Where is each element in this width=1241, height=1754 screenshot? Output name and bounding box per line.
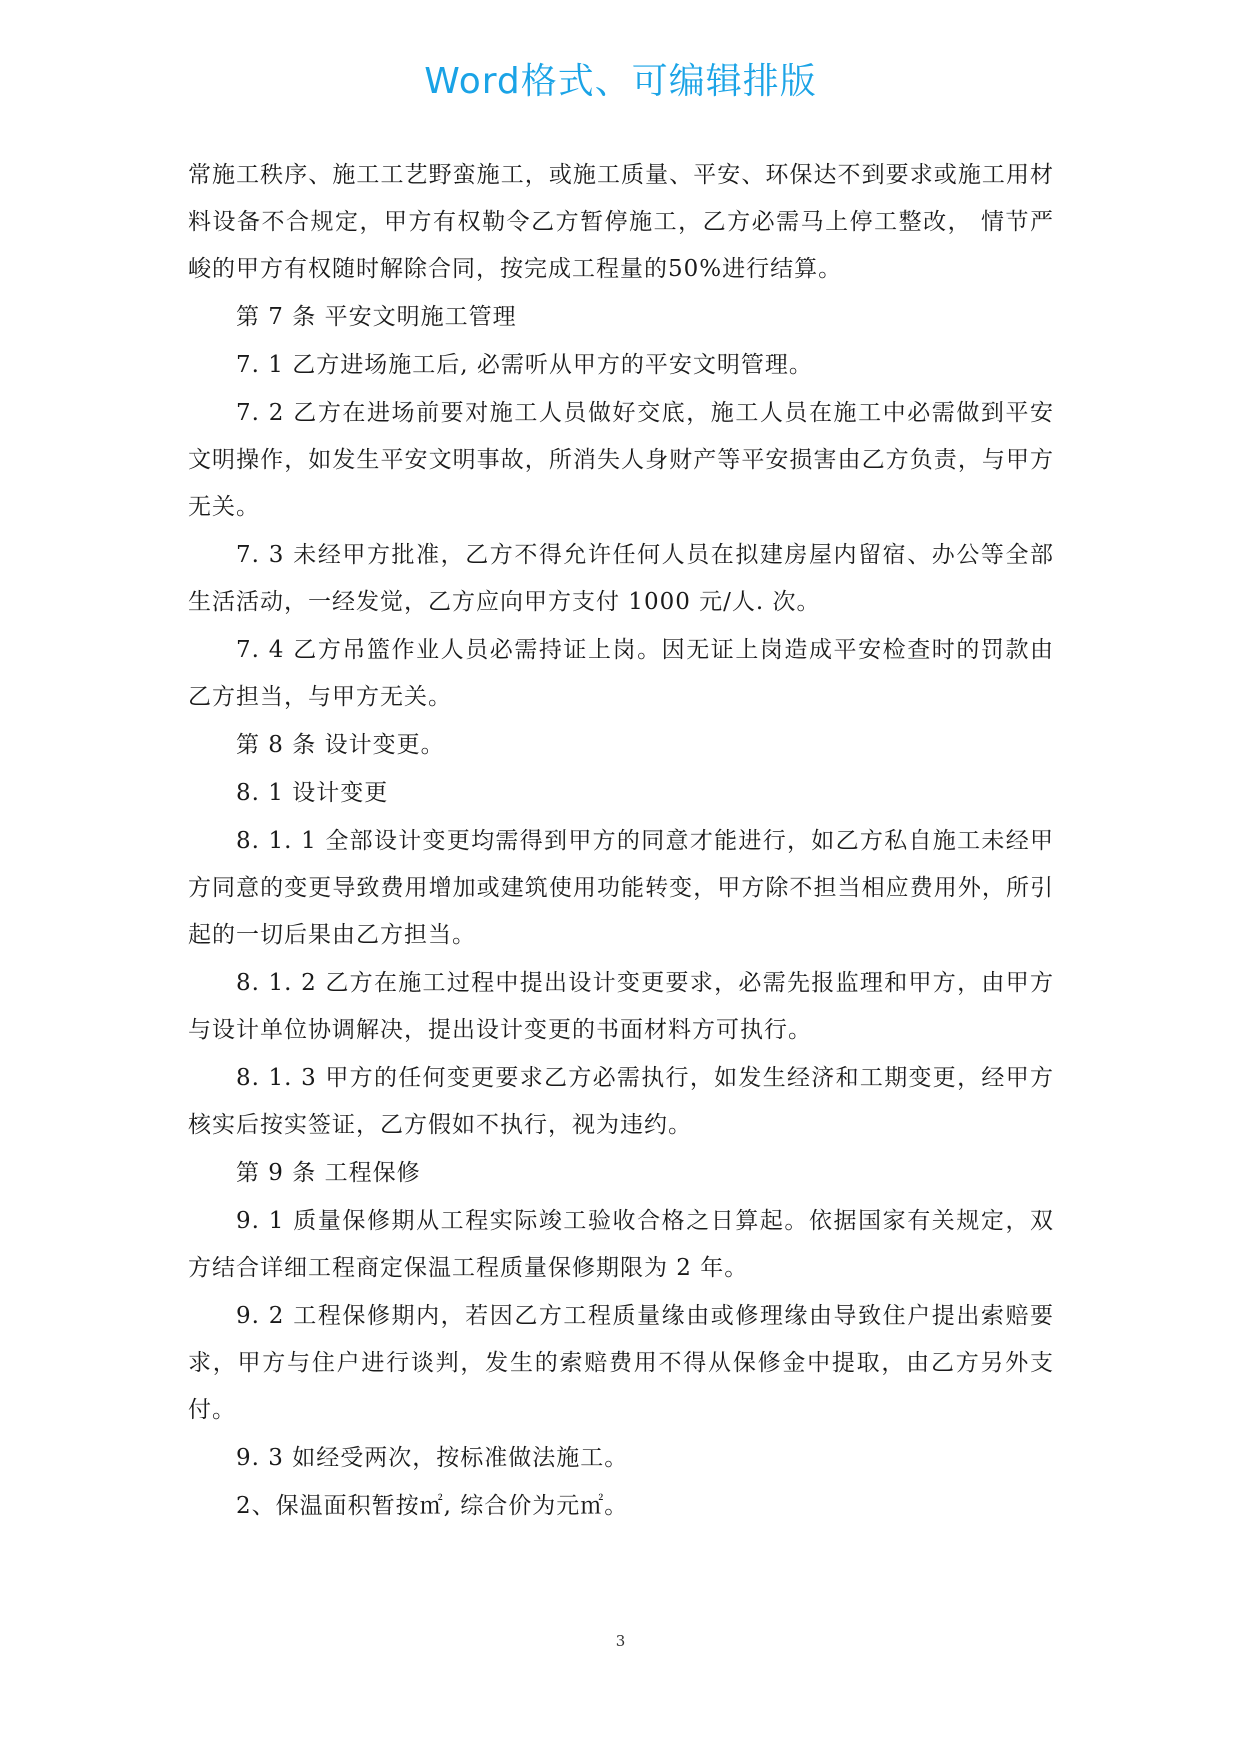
page-number: 3 [615, 1632, 626, 1650]
paragraph: 2、保温面积暂按㎡, 综合价为元㎡。 [236, 1493, 629, 1519]
section-heading: 第 7 条 平安文明施工管理 [236, 304, 517, 330]
section-heading: 第 8 条 设计变更。 [236, 732, 445, 758]
paragraph: 7. 3 未经甲方批准，乙方不得允许任何人员在拟建房屋内留宿、办公等全部生活活动，一经发觉，乙方应向甲方支付 1000 元/人. 次。 [188, 542, 1054, 615]
page-header-title: Word格式、可编辑排版 [424, 61, 817, 102]
paragraph: 7. 2 乙方在进场前要对施工人员做好交底，施工人员在施工中必需做到平安文明操作，如发生平安文明事故，所消失人身财产等平安损害由乙方负责，与甲方无关。 [188, 400, 1054, 520]
subsection-heading: 8. 1 设计变更 [236, 780, 389, 806]
document-body [188, 152, 1054, 1531]
paragraph: 9. 1 质量保修期从工程实际竣工验收合格之日算起。依据国家有关规定，双方结合详细工程商定保温工程质量保修期限为 2 年。 [188, 1208, 1054, 1281]
paragraph: 8. 1. 3 甲方的任何变更要求乙方必需执行，如发生经济和工期变更，经甲方核实后按实签证，乙方假如不执行，视为违约。 [188, 1065, 1054, 1138]
paragraph: 7. 4 乙方吊篮作业人员必需持证上岗。因无证上岗造成平安检查时的罚款由乙方担当，与甲方无关。 [188, 637, 1054, 710]
paragraph: 9. 2 工程保修期内，若因乙方工程质量缘由或修理缘由导致住户提出索赔要求，甲方与住户进行谈判，发生的索赔费用不得从保修金中提取，由乙方另外支付。 [188, 1303, 1054, 1423]
paragraph: 常施工秩序、施工工艺野蛮施工，或施工质量、平安、环保达不到要求或施工用材料设备不合规定，甲方有权勒令乙方暂停施工，乙方必需马上停工整改， 情节严峻的甲方有权随时解除合同，按完成工程量的50%进行结算。 [188, 162, 1054, 282]
paragraph: 7. 1 乙方进场施工后, 必需听从甲方的平安文明管理。 [236, 352, 813, 378]
paragraph: 8. 1. 1 全部设计变更均需得到甲方的同意才能进行，如乙方私自施工未经甲方同意的变更导致费用增加或建筑使用功能转变，甲方除不担当相应费用外，所引起的一切后果由乙方担当。 [188, 828, 1054, 948]
paragraph: 9. 3 如经受两次，按标准做法施工。 [236, 1445, 629, 1471]
paragraph: 8. 1. 2 乙方在施工过程中提出设计变更要求，必需先报监理和甲方，由甲方与设计单位协调解决，提出设计变更的书面材料方可执行。 [188, 970, 1054, 1043]
section-heading: 第 9 条 工程保修 [236, 1160, 421, 1186]
